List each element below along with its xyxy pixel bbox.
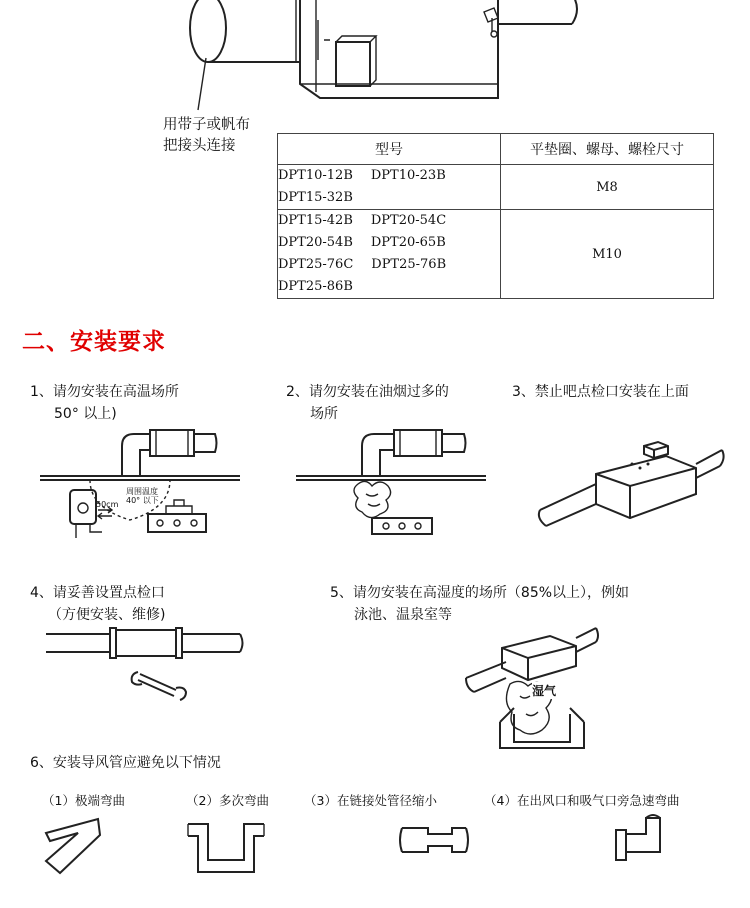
model-code: DPT20-54B xyxy=(278,235,353,250)
requirement-2 xyxy=(286,381,449,425)
model-cell xyxy=(278,210,501,299)
requirement-5-line-1: 5、请勿安装在高湿度的场所（85%以上），例如 xyxy=(330,585,630,601)
inspection-port-access-illustration xyxy=(46,632,256,722)
multiple-bends-icon xyxy=(188,818,278,878)
bolt-size-cell: M10 xyxy=(501,210,714,299)
callout-text xyxy=(163,115,250,157)
inspection-port-top-illustration xyxy=(536,434,736,544)
avoid-case-3-label: （3）在链接处管径缩小 xyxy=(304,793,437,808)
requirement-1-line-2: 50° 以上) xyxy=(54,406,117,422)
avoid-case-2-label: （2）多次弯曲 xyxy=(186,793,269,808)
oil-smoke-illustration xyxy=(296,428,496,538)
model-code: DPT20-54C xyxy=(370,213,447,228)
model-code: DPT25-86B xyxy=(278,279,353,294)
avoid-case-1-label: （1）极端弯曲 xyxy=(42,793,125,808)
callout-line-1: 用带子或帆布 xyxy=(163,117,250,133)
requirement-3 xyxy=(512,381,689,403)
model-cell xyxy=(278,165,501,210)
sharp-bend-near-port-icon xyxy=(614,812,694,872)
requirement-4 xyxy=(30,582,165,626)
requirement-4-line-2: （方便安装、维修) xyxy=(48,607,166,623)
model-code: DPT25-76B xyxy=(371,257,447,272)
humidity-label: 湿气 xyxy=(532,684,557,698)
bolt-size-cell: M8 xyxy=(501,165,714,210)
model-code: DPT25-76C xyxy=(278,257,354,272)
table-header-row xyxy=(278,134,714,165)
avoid-case-4-label: （4）在出风口和吸气口旁急速弯曲 xyxy=(484,793,680,808)
requirement-5-line-2: 泳池、温泉室等 xyxy=(354,607,452,623)
distance-label: 50cm xyxy=(96,500,119,509)
high-temperature-illustration xyxy=(40,428,290,538)
extreme-bend-icon xyxy=(42,815,112,885)
table-row xyxy=(278,210,714,299)
model-code: DPT10-12B xyxy=(278,168,353,183)
table-row xyxy=(278,165,714,210)
requirement-2-line-1: 2、请勿安装在油烟过多的 xyxy=(286,384,449,400)
fan-unit-illustration xyxy=(0,0,750,110)
requirement-4-line-1: 4、请妥善设置点检口 xyxy=(30,585,165,601)
bolt-spec-table xyxy=(277,133,714,299)
header-model: 型号 xyxy=(278,134,501,165)
requirement-6-line-1: 6、安装导风管应避免以下情况 xyxy=(30,755,221,771)
model-code: DPT10-23B xyxy=(370,168,446,183)
requirement-1-line-1: 1、请勿安装在高温场所 xyxy=(30,384,179,400)
model-code: DPT20-65B xyxy=(370,235,446,250)
requirement-2-line-2: 场所 xyxy=(310,406,338,422)
header-bolt-size: 平垫圈、螺母、螺栓尺寸 xyxy=(501,134,714,165)
reduced-diameter-icon xyxy=(398,824,478,864)
ambient-temp-label xyxy=(126,487,159,505)
model-code: DPT15-42B xyxy=(278,213,353,228)
requirement-6 xyxy=(30,752,221,774)
model-code: DPT15-32B xyxy=(278,190,353,205)
callout-line-2: 把接头连接 xyxy=(163,138,236,154)
ambient-label: 周围温度 xyxy=(126,487,158,496)
requirement-3-line-1: 3、禁止吧点检口安装在上面 xyxy=(512,384,689,400)
ambient-temp-value: 40° 以下 xyxy=(126,496,159,505)
section-title: 二、安装要求 xyxy=(22,329,166,355)
requirement-1 xyxy=(30,381,179,425)
